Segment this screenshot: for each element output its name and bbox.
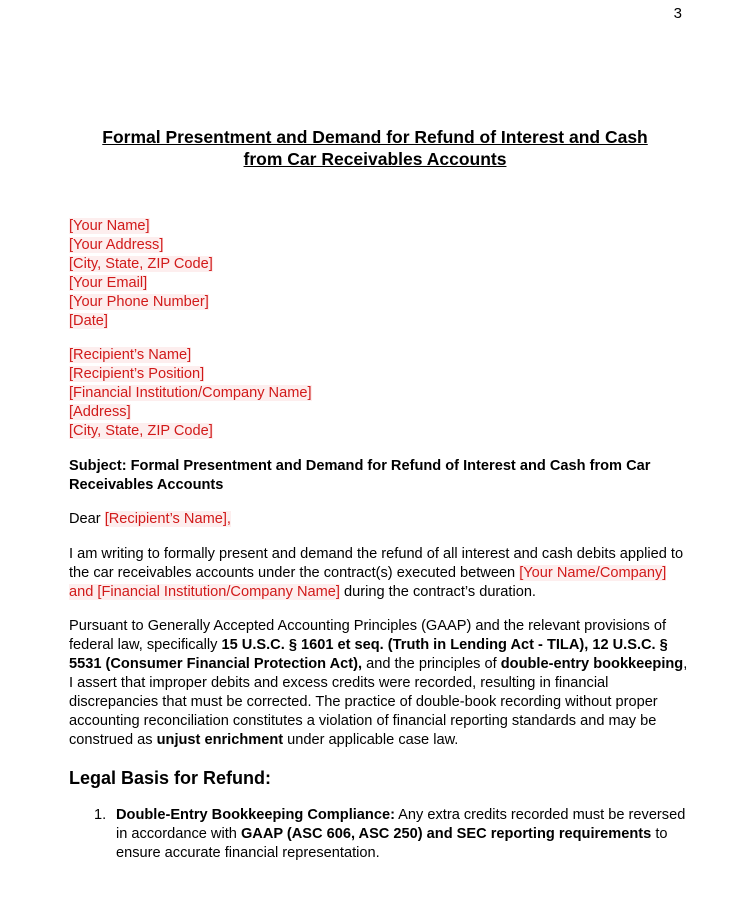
p1-parties: [Your Name/Company] and [Financial Institution/Company Name] <box>69 565 667 600</box>
p2-bookkeeping: double-entry bookkeeping <box>500 656 684 672</box>
list-number: 1. <box>94 807 107 823</box>
legal-basis-heading: Legal Basis for Refund: <box>69 768 272 788</box>
list-text-1: Any extra credits recorded must be reversed in accordance with <box>116 807 686 842</box>
recipient-address: [Address] <box>69 404 131 420</box>
sender-name: [Your Name] <box>69 218 150 234</box>
p2-unjust-enrichment: unjust enrichment <box>156 732 284 748</box>
p1-text-2: during the contract’s duration. <box>339 584 536 600</box>
p2-text-1: Pursuant to Generally Accepted Accounting Principles (GAAP) and the relevant provisions of federal law, specifically <box>69 618 667 653</box>
recipient-institution: [Financial Institution/Company Name] <box>69 385 312 401</box>
recipient-city: [City, State, ZIP Code] <box>69 423 213 439</box>
paragraph-intro <box>69 545 689 602</box>
recipient-block <box>69 346 312 441</box>
subject-line: Subject: Formal Presentment and Demand for Refund of Interest and Cash from Car Receivables Accounts <box>69 458 651 493</box>
list-item-title: Double-Entry Bookkeeping Compliance: <box>116 807 395 823</box>
greeting-prefix: Dear <box>69 511 105 527</box>
p2-text-3: , I assert that improper debits and excess credits were recorded, resulting in financial discrepancies that must be corrected. The practice of double-book recording without proper accounting reconciliation constitutes a violation of financial reporting standards and may be construed as <box>69 656 688 748</box>
sender-block <box>69 217 213 331</box>
sender-date: [Date] <box>69 313 108 329</box>
document-title <box>0 126 750 170</box>
list-gaap-ref: GAAP (ASC 606, ASC 250) and SEC reporting requirements <box>240 826 652 842</box>
greeting-recipient: [Recipient’s Name], <box>104 511 231 527</box>
list-body <box>116 806 694 863</box>
greeting <box>69 510 689 529</box>
sender-city: [City, State, ZIP Code] <box>69 256 213 272</box>
title-line-2: from Car Receivables Accounts <box>243 149 507 169</box>
title-line-1: Formal Presentment and Demand for Refund of Interest and Cash <box>102 127 648 147</box>
p2-text-4: under applicable case law. <box>283 732 459 748</box>
sender-phone: [Your Phone Number] <box>69 294 209 310</box>
p1-text-1: I am writing to formally present and demand the refund of all interest and cash debits applied to the car receivables accounts under the contract(s) executed between <box>69 546 684 581</box>
recipient-name: [Recipient’s Name] <box>69 347 192 363</box>
p2-statutes: 15 U.S.C. § 1601 et seq. (Truth in Lending Act - TILA), 12 U.S.C. § 5531 (Consumer Financial Protection Act), <box>69 637 668 672</box>
sender-address: [Your Address] <box>69 237 164 253</box>
sender-email: [Your Email] <box>69 275 148 291</box>
paragraph-gaap <box>69 617 689 750</box>
list-text-2: to ensure accurate financial representation. <box>116 826 668 861</box>
p2-text-2: and the principles of <box>362 656 501 672</box>
page-number: 3 <box>673 5 682 22</box>
recipient-position: [Recipient’s Position] <box>69 366 205 382</box>
list-item <box>94 806 694 863</box>
